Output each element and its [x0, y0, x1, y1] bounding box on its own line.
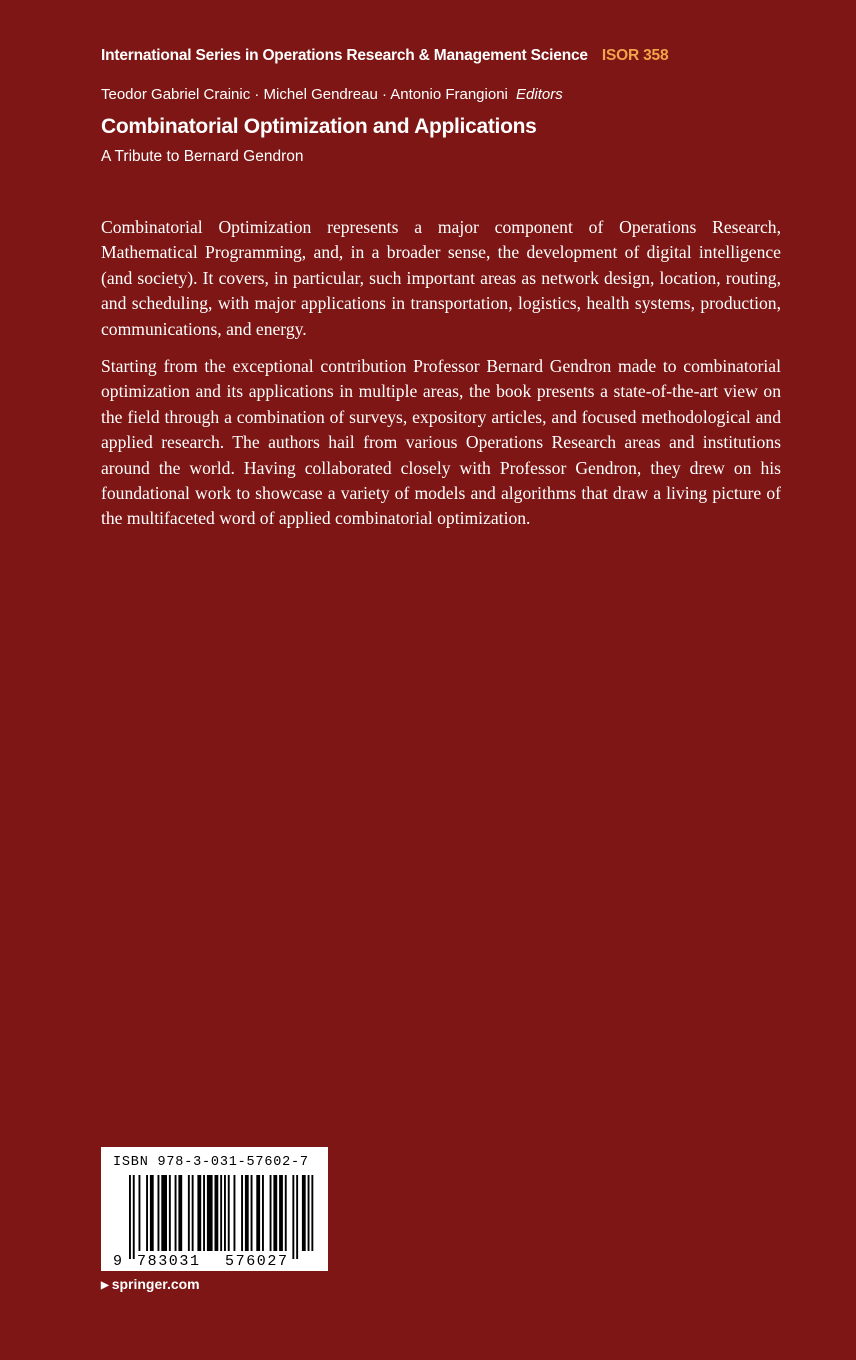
barcode-bar [262, 1175, 264, 1251]
barcode-bar [192, 1175, 194, 1251]
barcode-bar [197, 1175, 201, 1251]
play-arrow-icon: ▶ [101, 1280, 109, 1291]
barcode-bar [175, 1175, 177, 1251]
blurb-paragraph: Combinatorial Optimization represents a major component of Operations Research, Mathematical Programming, and, in a broader sense, the development of digital intelligence (and society). It covers, in particular, such important areas as network design, location, routing, and scheduling, with major applications in transportation, logistics, health systems, production, communications, and energy. [101, 217, 781, 339]
blurb [101, 215, 781, 544]
barcode-bar [308, 1175, 310, 1251]
barcode-first-digit: 9 [113, 1253, 123, 1270]
barcode-bar [161, 1175, 167, 1251]
barcode-bar [251, 1175, 253, 1251]
barcode-bar [207, 1175, 213, 1251]
barcode-bar [256, 1175, 260, 1251]
barcode-bar [241, 1175, 243, 1251]
barcode-bar [311, 1175, 313, 1251]
blurb-paragraph: Starting from the exceptional contribution Professor Bernard Gendron made to combinatorial optimization and its applications in multiple areas, the book presents a state-of-the-art view on the field through a combination of surveys, expository articles, and focused methodological and applied research. The authors hail from various Operations Research areas and institutions around the world. Having collaborated closely with Professor Gendron, they drew on his foundational work to showcase a variety of models and algorithms that draw a living picture of the multifaceted word of applied combinatorial optimization. [101, 356, 781, 529]
website-line[interactable] [101, 1276, 200, 1292]
series-number: ISOR 358 [601, 47, 669, 64]
barcode-left-digits: 783031 [137, 1253, 201, 1270]
barcode-box [101, 1147, 328, 1271]
barcode-bar [215, 1175, 219, 1251]
book-title: Combinatorial Optimization and Applications [101, 115, 537, 138]
barcode-bar [234, 1175, 236, 1251]
barcode-bar [169, 1175, 171, 1251]
barcode-bar [133, 1175, 135, 1259]
barcode-right-digits: 576027 [225, 1253, 289, 1270]
barcode-bar [245, 1175, 249, 1251]
barcode-bar [158, 1175, 160, 1251]
editors-names: Teodor Gabriel Crainic · Michel Gendreau · Antonio Frangioni [101, 86, 508, 103]
editors-line [101, 86, 563, 103]
barcode-bar [279, 1175, 283, 1251]
barcode-bar [220, 1175, 222, 1251]
website-link[interactable]: springer.com [111, 1276, 200, 1292]
barcode-bar [285, 1175, 287, 1251]
barcode-bars [129, 1175, 313, 1259]
barcode-bar [292, 1175, 294, 1259]
barcode-bar [178, 1175, 182, 1251]
barcode-bar [139, 1175, 141, 1251]
barcode-graphic [101, 1147, 328, 1271]
editors-role: Editors [516, 86, 563, 103]
barcode-bar [270, 1175, 272, 1251]
barcode-bar [146, 1175, 148, 1251]
barcode-bar [228, 1175, 230, 1251]
barcode-bar [188, 1175, 190, 1251]
barcode-bar [273, 1175, 277, 1251]
series-title: International Series in Operations Research & Management Science [101, 47, 588, 64]
book-subtitle: A Tribute to Bernard Gendron [101, 148, 304, 165]
series-line [101, 47, 668, 65]
barcode-bar [302, 1175, 306, 1251]
barcode-bar [129, 1175, 131, 1259]
barcode-bar [150, 1175, 154, 1251]
barcode-bar [224, 1175, 226, 1251]
barcode-bar [203, 1175, 205, 1251]
isbn-label: ISBN 978-3-031-57602-7 [113, 1155, 309, 1170]
barcode-bar [296, 1175, 298, 1259]
